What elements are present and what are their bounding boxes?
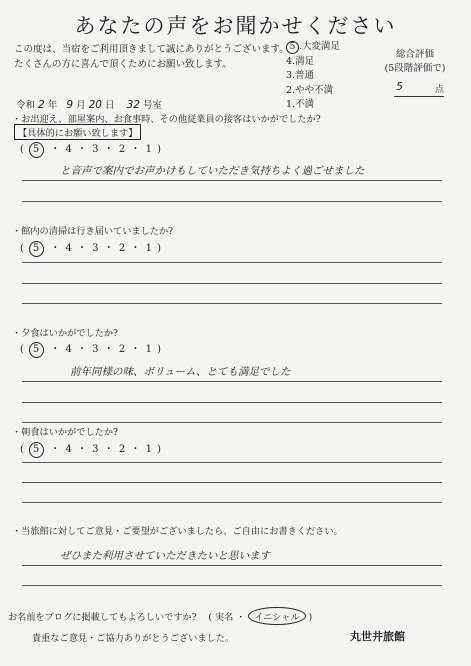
scale-item-2 [286, 84, 340, 99]
answer-comments[interactable]: ぜひまた利用させていただきたいと思います [60, 550, 270, 562]
paren-close: ) [308, 612, 313, 623]
specific-request-label: 【具体的にお願い致します】 [14, 124, 141, 140]
answer-line [22, 585, 442, 586]
question-service: ・お出迎え、部屋案内、お食事時、その他従業員の接客はいかがでしたか? [12, 114, 321, 125]
overall-score-value: 5 [396, 80, 403, 93]
scale-num-circled: 5 [286, 41, 299, 54]
date-era: 令和 [16, 100, 36, 111]
intro-text [14, 42, 289, 72]
date-month[interactable]: 9 [66, 99, 74, 111]
scale-label: .不満 [292, 99, 315, 110]
answer-line [22, 201, 442, 202]
rating-service[interactable]: ( 5 ・ 4 ・ 3 ・ 2 ・ 1 ) [20, 140, 162, 158]
answer-line [22, 482, 442, 483]
overall-rating-block [370, 48, 460, 76]
scale-item-4 [286, 55, 340, 70]
date-month-unit: 月 [76, 100, 86, 111]
overall-sublabel: (5段階評価で) [384, 63, 446, 74]
intro-line-1: この度は、当宿をご利用頂きまして誠にありがとうございます。 [14, 44, 289, 55]
answer-service[interactable]: と音声で案内でお声かけもしていただき気持ちよく過ごせました [60, 165, 365, 177]
selected-rating[interactable]: 5 [29, 142, 44, 158]
answer-line [22, 381, 442, 382]
rating-scale-legend [286, 40, 340, 113]
question-cleaning: ・館内の清掃は行き届いていましたか? [12, 226, 174, 237]
scale-num: 2 [286, 84, 293, 96]
scale-label: .満足 [292, 55, 315, 67]
scale-item-5 [286, 40, 340, 55]
overall-score-field[interactable] [394, 80, 444, 97]
overall-score-unit: 点 [434, 85, 444, 95]
intro-line-2: たくさんの方に喜んで頂くためにお願い致します。 [14, 59, 232, 70]
blog-permission [8, 607, 312, 625]
scale-label: .大変満足 [299, 41, 341, 52]
room-number[interactable]: 32 [126, 99, 140, 111]
thanks-text: 貴重なご意見・ご協力ありがとうございました。 [32, 633, 235, 644]
room-unit: 号室 [143, 100, 163, 111]
real-name-option[interactable]: ( 実名 ・ [208, 612, 246, 623]
rating-options: ・ 4 ・ 3 ・ 2 ・ 1 ) [46, 243, 163, 254]
answer-line [22, 283, 442, 284]
stay-date-room [16, 97, 162, 111]
answer-line [22, 180, 442, 181]
answer-line [22, 262, 442, 263]
scale-num: 3 [286, 70, 293, 81]
question-breakfast: ・朝食はいかがでしたか? [12, 427, 118, 438]
rating-options: ・ 4 ・ 3 ・ 2 ・ 1 ) [46, 344, 163, 355]
rating-options: ・ 4 ・ 3 ・ 2 ・ 1 ) [46, 444, 163, 455]
rating-dinner[interactable]: ( 5 ・ 4 ・ 3 ・ 2 ・ 1 ) [20, 340, 162, 358]
scale-num: 4 [286, 55, 293, 67]
date-year[interactable]: 2 [38, 99, 45, 111]
rating-breakfast[interactable]: ( 5 ・ 4 ・ 3 ・ 2 ・ 1 ) [20, 440, 162, 458]
rating-cleaning[interactable]: ( 5 ・ 4 ・ 3 ・ 2 ・ 1 ) [20, 239, 162, 257]
question-dinner: ・夕食はいかがでしたか? [12, 328, 118, 339]
scale-item-3 [286, 69, 340, 84]
initial-option-selected[interactable]: イニシャル [248, 607, 305, 625]
page-title: あなたの声をお聞かせください [74, 14, 397, 38]
answer-dinner[interactable]: 前年同様の味、ボリューム、とても満足でした [70, 366, 291, 378]
answer-line [22, 303, 442, 304]
question-comments: ・当旅館に対してご意見・ご要望がございましたら、ご自由にお書きください。 [12, 526, 343, 537]
answer-line [22, 462, 442, 463]
overall-label: 総合評価 [395, 49, 434, 60]
selected-rating[interactable]: 5 [29, 442, 44, 458]
answer-line [22, 402, 442, 403]
answer-line [22, 502, 442, 503]
answer-line [22, 565, 442, 566]
scale-label: .やや不満 [292, 84, 334, 96]
date-year-unit: 年 [47, 100, 58, 111]
selected-rating[interactable]: 5 [29, 241, 44, 257]
scale-label: .普通 [292, 70, 315, 81]
selected-rating[interactable]: 5 [29, 342, 44, 358]
blog-question: お名前をブログに掲載してもよろしいですか? [8, 612, 197, 623]
scale-num: 1 [286, 99, 293, 110]
inn-name: 丸世井旅館 [350, 630, 405, 643]
date-day-unit: 日 [105, 100, 115, 111]
rating-options: ・ 4 ・ 3 ・ 2 ・ 1 ) [46, 144, 163, 155]
answer-line [22, 422, 442, 423]
date-day[interactable]: 20 [88, 99, 102, 111]
